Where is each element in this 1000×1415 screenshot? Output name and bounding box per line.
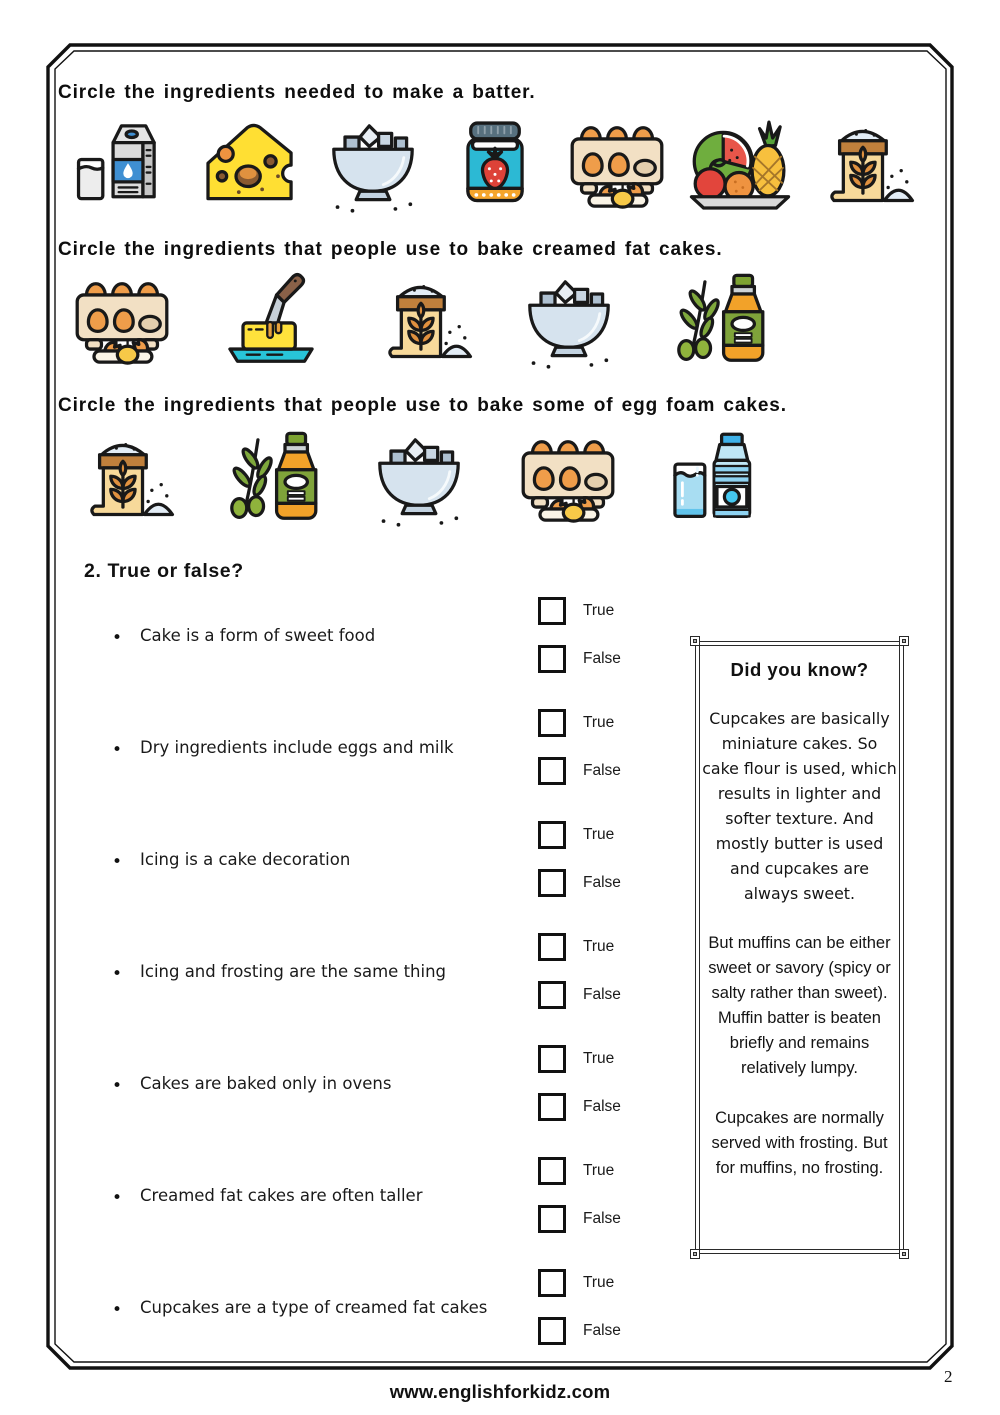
false-label: False <box>583 874 621 891</box>
footer-website-url: www.englishforkidz.com <box>389 1381 611 1402</box>
false-option <box>538 981 621 1009</box>
section-heading-creamed-fat: Circle the ingredients that people use to bake creamed fat cakes. <box>58 239 723 260</box>
true-label: True <box>583 1274 615 1291</box>
sugar-bowl-icon[interactable] <box>317 114 429 218</box>
true-false-options <box>538 933 621 1029</box>
true-option <box>538 597 621 625</box>
ingredient-icon-row-creamed-fat <box>66 264 774 374</box>
true-false-options <box>538 821 621 917</box>
sugar-bowl-icon[interactable] <box>513 270 625 374</box>
did-you-know-paragraph: Cupcakes are basically miniature cakes. So cake flour is used, which results in lighter and softer texture. And mostly butter is used and cupcakes are always sweet. <box>702 709 897 903</box>
true-option <box>538 933 621 961</box>
true-option <box>538 709 621 737</box>
false-option <box>538 1093 621 1121</box>
did-you-know-title: Did you know? <box>730 659 869 680</box>
statement-text: Icing and frosting are the same thing <box>140 961 447 981</box>
ingredient-icon-row-batter <box>72 110 918 218</box>
true-label: True <box>583 602 615 619</box>
statement-text: Creamed fat cakes are often taller <box>140 1185 423 1205</box>
true-false-options <box>538 1157 621 1253</box>
true-checkbox[interactable] <box>538 1157 566 1185</box>
false-checkbox[interactable] <box>538 1317 566 1345</box>
section-heading-egg-foam: Circle the ingredients that people use to bake some of egg foam cakes. <box>58 395 787 416</box>
frame-corner-ornament <box>690 636 700 646</box>
eggs-icon[interactable] <box>66 270 178 374</box>
bullet: • <box>112 1188 123 1208</box>
flour-icon[interactable] <box>66 428 178 532</box>
false-option <box>538 869 621 897</box>
false-label: False <box>583 1322 621 1339</box>
quiz-row <box>0 1262 1000 1374</box>
false-checkbox[interactable] <box>538 869 566 897</box>
true-option <box>538 821 621 849</box>
eggs-icon[interactable] <box>512 428 624 532</box>
bullet: • <box>112 1076 123 1096</box>
statement-text: Cakes are baked only in ovens <box>140 1073 392 1093</box>
true-checkbox[interactable] <box>538 933 566 961</box>
true-checkbox[interactable] <box>538 709 566 737</box>
did-you-know-paragraph: But muffins can be either sweet or savory (spicy or salty rather than sweet). Muffin batter is beaten briefly and remains relatively lumpy. <box>708 934 891 1077</box>
quiz-heading: 2. True or false? <box>84 560 244 582</box>
true-checkbox[interactable] <box>538 821 566 849</box>
bullet: • <box>112 1300 123 1320</box>
statement-text: Cake is a form of sweet food <box>140 625 376 645</box>
did-you-know-box <box>695 641 904 1254</box>
bullet: • <box>112 740 123 760</box>
false-option <box>538 757 621 785</box>
true-option <box>538 1045 621 1073</box>
sugar-bowl-icon[interactable] <box>363 428 475 532</box>
false-checkbox[interactable] <box>538 1205 566 1233</box>
jam-icon[interactable] <box>439 114 551 218</box>
frame-corner-ornament <box>899 636 909 646</box>
statement-text: Dry ingredients include eggs and milk <box>140 737 454 757</box>
frame-corner-ornament <box>899 1249 909 1259</box>
section-heading-batter: Circle the ingredients needed to make a batter. <box>58 82 536 103</box>
milk-icon[interactable] <box>72 114 184 218</box>
true-checkbox[interactable] <box>538 597 566 625</box>
true-label: True <box>583 714 615 731</box>
water-icon[interactable] <box>660 428 772 532</box>
true-option <box>538 1157 621 1185</box>
true-false-options <box>538 1045 621 1141</box>
eggs-icon[interactable] <box>561 114 673 218</box>
olive-oil-icon[interactable] <box>662 270 774 374</box>
false-option <box>538 1317 621 1345</box>
did-you-know-paragraph: Cupcakes are normally served with frosting. But for muffins, no frosting. <box>711 1109 888 1177</box>
cheese-icon[interactable] <box>194 114 306 218</box>
false-label: False <box>583 762 621 779</box>
false-label: False <box>583 986 621 1003</box>
bullet: • <box>112 964 123 984</box>
true-option <box>538 1269 621 1297</box>
butter-icon[interactable] <box>215 270 327 374</box>
true-false-options <box>538 709 621 805</box>
true-label: True <box>583 826 615 843</box>
false-label: False <box>583 650 621 667</box>
true-checkbox[interactable] <box>538 1269 566 1297</box>
flour-icon[interactable] <box>364 270 476 374</box>
fruits-icon[interactable] <box>684 114 796 218</box>
false-label: False <box>583 1210 621 1227</box>
true-false-options <box>538 597 621 693</box>
false-option <box>538 645 621 673</box>
false-checkbox[interactable] <box>538 981 566 1009</box>
true-label: True <box>583 1162 615 1179</box>
page-number: 2 <box>944 1367 953 1386</box>
true-checkbox[interactable] <box>538 1045 566 1073</box>
flour-icon[interactable] <box>806 114 918 218</box>
statement-text: Icing is a cake decoration <box>140 849 351 869</box>
statement-text: Cupcakes are a type of creamed fat cakes <box>140 1297 488 1317</box>
true-label: True <box>583 938 615 955</box>
false-checkbox[interactable] <box>538 757 566 785</box>
false-checkbox[interactable] <box>538 645 566 673</box>
olive-oil-icon[interactable] <box>215 428 327 532</box>
ingredient-icon-row-egg-foam <box>66 420 772 532</box>
bullet: • <box>112 852 123 872</box>
true-false-options <box>538 1269 621 1365</box>
frame-corner-ornament <box>690 1249 700 1259</box>
false-checkbox[interactable] <box>538 1093 566 1121</box>
bullet: • <box>112 628 123 648</box>
false-option <box>538 1205 621 1233</box>
true-label: True <box>583 1050 615 1067</box>
false-label: False <box>583 1098 621 1115</box>
